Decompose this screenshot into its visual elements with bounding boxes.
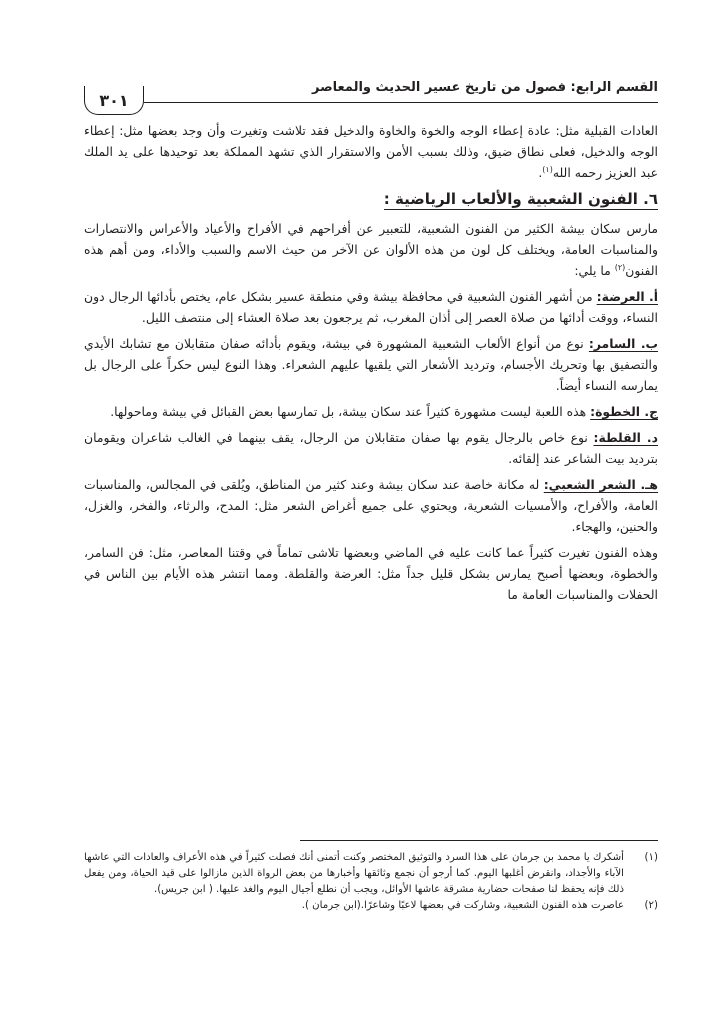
footnote-separator xyxy=(300,840,658,841)
footnote-text: عاصرت هذه الفنون الشعبية، وشاركت في بعضها لاعبًا وشاعرًا.(ابن جرمان ). xyxy=(301,900,624,911)
intro-end: . xyxy=(538,165,543,180)
item-label: هـ. الشعر الشعبي: xyxy=(543,477,659,492)
item-label: ج. الخطوة: xyxy=(590,404,658,419)
header-title: القسم الرابع: فصول من تاريخ عسير الحديث والمعاصر xyxy=(312,80,658,95)
section-intro xyxy=(84,218,658,281)
footnote-number: (٢) xyxy=(644,900,658,911)
item-samer xyxy=(84,333,658,396)
item-text: هذه اللعبة ليست مشهورة كثيراً عند سكان بيشة، بل تمارسها بعض القبائل في بيشة وماحولها. xyxy=(110,404,591,419)
footnote-ref-2[interactable]: (٢) xyxy=(614,262,626,272)
section-heading-text: ٦. الفنون الشعبية والألعاب الرياضية : xyxy=(383,190,658,208)
item-text: نوع من أنواع الألعاب الشعبية المشهورة في بيشة، ويقوم بأدائه صفان متقابلان مع تشابك الأيدي والتصفيق بها وتحريك الأجسام، وترديد الأشعار التي يلقيها عليهم الشعراء. وهذا النوع ليس حكراً على الرجال بل يمارسه النساء أيضاً. xyxy=(84,336,658,393)
section-intro-text: مارس سكان بيشة الكثير من الفنون الشعبية، للتعبير عن أفراحهم في الأفراح والأعياد والأعراس والانتصارات والمناسبات العامة، ويختلف كل لون من هذه الألوان عن الآخر من حيث الاسم والسبب والأداء، ومن أهم هذه الفنون xyxy=(84,221,658,278)
item-text: نوع خاص بالرجال يقوم بها صفان متقابلان من الرجال، يقف بينهما في الغالب شاعران ويقومان بترديد بيت الشاعر عند إلقائه. xyxy=(84,430,658,466)
footnote-text: أشكرك يا محمد بن جرمان على هذا السرد والتوثيق المختصر وكنت أتمنى أنك فصلت كثيراً في هذه الأعراف والعادات التي عاشها الآباء والأجداد، وانقرض أغلبها اليوم. كما أرجو أن نجمع وثائقها وأخبارها من بعض الرواة الذين مازالوا على قيد الحياة، ومن يفعل ذلك فإنه يحفظ لنا صفحات حضارية مشرقة عاشها الأوائل، ويجب أن نطلع أجيال اليوم والغد عليها. ( ابن جريس). xyxy=(84,852,624,895)
item-ardah xyxy=(84,286,658,328)
header-rule xyxy=(144,102,658,103)
section-intro-end: ما يلي: xyxy=(574,263,615,278)
page-number: ٣٠١ xyxy=(84,86,144,115)
item-text: من أشهر الفنون الشعبية في محافظة بيشة وفي منطقة عسير بشكل عام، يختص بأدائها الرجال دون النساء، ووقت أدائها من صلاة العصر إلى أذان المغرب، ثم يرجعون بعد صلاة العشاء إلى منتصف الليل. xyxy=(84,289,658,325)
item-khutwah xyxy=(84,401,658,422)
item-text: له مكانة خاصة عند سكان بيشة وعند كثير من المناطق، ويُلقى في المجالس، والمناسبات العامة، والأفراح، والأمسيات الشعرية، ويحتوي على جميع أغراض الشعر مثل: المدح، والرثاء، والفخر، والغزل، والحنين، والهجاء. xyxy=(84,477,658,534)
footnote-number: (١) xyxy=(644,852,658,863)
page-body xyxy=(84,120,658,610)
footnote-ref-1[interactable]: (١) xyxy=(542,164,553,174)
section-heading xyxy=(84,188,658,210)
item-qaltah xyxy=(84,427,658,469)
running-header xyxy=(84,78,658,110)
footnotes xyxy=(84,850,658,914)
item-label: ب. السامر: xyxy=(588,336,658,351)
item-folk-poetry xyxy=(84,474,658,537)
closing-paragraph: وهذه الفنون تغيرت كثيراً عما كانت عليه في الماضي وبعضها تلاشى تماماً في وقتنا المعاصر، مثل: فن السامر، والخطوة، وبعضها أصبح يمارس بشكل قليل جداً مثل: العرضة والقلطة. ومما انتشر هذه الأيام بين الناس في الحفلات والمناسبات العامة ما xyxy=(84,545,658,602)
footnote-1 xyxy=(84,850,658,898)
footnote-2 xyxy=(84,898,658,914)
intro-text: العادات القبلية مثل: عادة إعطاء الوجه والخوة والخاوة والدخيل فقد تلاشت وتغيرت وأن وجد بعضها مثل: إعطاء الوجه والدخيل، فعلى نطاق ضيق، وذلك بسبب الأمن والاستقرار الذي تشهد المملكة بعد توحيدها على يد الملك عبد العزيز رحمه الله xyxy=(84,123,658,180)
item-label: د. القلطة: xyxy=(593,430,658,445)
intro-paragraph xyxy=(84,120,658,183)
item-label: أ. العرضة: xyxy=(596,289,658,304)
